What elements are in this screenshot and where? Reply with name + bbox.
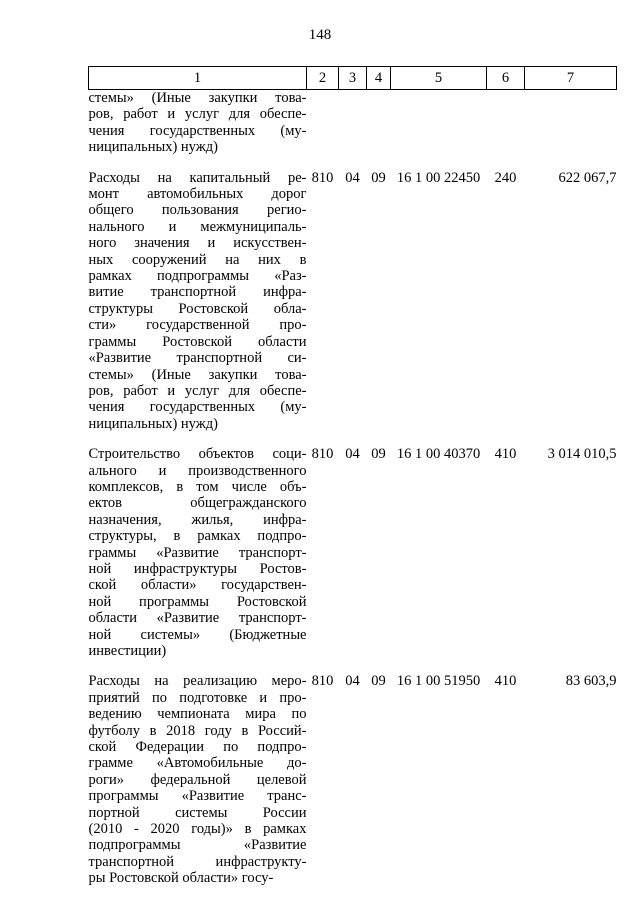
description-line: сти» государственной про- bbox=[88, 317, 307, 334]
description-line: ального и производственного bbox=[88, 462, 307, 479]
row-spacer bbox=[89, 432, 617, 446]
description-line: футболу в 2018 году в Россий- bbox=[88, 722, 307, 739]
description-line: «Развитие транспортной си- bbox=[88, 350, 307, 367]
target-article-code bbox=[391, 90, 487, 156]
description-line: общего пользования регио- bbox=[88, 202, 307, 219]
description-line: ной программы Ростовской bbox=[88, 593, 307, 610]
row-spacer bbox=[89, 156, 617, 170]
description-line: ниципальных) нужд) bbox=[88, 139, 218, 156]
column-header-4: 4 bbox=[367, 67, 391, 90]
description-line: чения государственных (му- bbox=[88, 122, 307, 139]
amount: 83 603,9 bbox=[565, 673, 617, 690]
description-line: ской Федерации по подпро- bbox=[88, 739, 307, 756]
description-line: Строительство объектов соци- bbox=[88, 446, 307, 463]
table-row bbox=[89, 90, 617, 156]
description-line: инвестиции) bbox=[88, 643, 167, 659]
target-article-code: 16 1 00 22450 bbox=[396, 169, 481, 186]
description-line: ных сооружений на них в bbox=[88, 251, 307, 268]
description-line: ры Ростовской области» госу- bbox=[88, 870, 274, 887]
description-line: ной инфраструктуры Ростов- bbox=[88, 560, 307, 577]
description-line: структуры, в рамках подпро- bbox=[88, 528, 307, 545]
row-description bbox=[89, 673, 307, 886]
description-line: граммы «Развитие транспорт- bbox=[88, 544, 307, 561]
subsection-code: 09 bbox=[371, 446, 386, 463]
description-line: чения государственных (му- bbox=[88, 399, 307, 416]
ministry-code: 810 bbox=[311, 446, 334, 463]
description-line: назначения, жилья, инфра- bbox=[88, 511, 307, 528]
row-description bbox=[89, 446, 307, 659]
description-line: приятий по подготовке и про- bbox=[88, 689, 307, 706]
description-line: подпрограммы «Развитие bbox=[88, 837, 307, 854]
column-header-1: 1 bbox=[89, 67, 307, 90]
target-article-code: 16 1 00 40370 bbox=[396, 446, 481, 463]
description-line: ного значения и искусствен- bbox=[88, 235, 307, 252]
description-line: Расходы на реализацию меро- bbox=[88, 673, 307, 690]
description-line: области «Развитие транспорт- bbox=[88, 610, 307, 627]
description-line: стемы» (Иные закупки това- bbox=[88, 90, 307, 106]
amount: 622 067,7 bbox=[558, 169, 617, 186]
description-line: витие транспортной инфра- bbox=[88, 284, 307, 301]
description-line: ской области» государствен- bbox=[88, 577, 307, 594]
column-header-2: 2 bbox=[307, 67, 339, 90]
expense-type-code: 410 bbox=[494, 673, 517, 690]
description-line: ведению чемпионата мира по bbox=[88, 706, 307, 723]
table-row bbox=[89, 170, 617, 433]
section-code: 04 bbox=[345, 169, 360, 186]
section-code: 04 bbox=[345, 673, 360, 690]
amount: 3 014 010,5 bbox=[547, 446, 617, 463]
description-line: нального и межмуниципаль- bbox=[88, 218, 307, 235]
description-line: монт автомобильных дорог bbox=[88, 186, 307, 203]
description-line: программы «Развитие транс- bbox=[88, 788, 307, 805]
description-line: роги» федеральной целевой bbox=[88, 771, 307, 788]
description-line: ниципальных) нужд) bbox=[88, 415, 218, 432]
ministry-code bbox=[307, 90, 339, 156]
column-header-6: 6 bbox=[487, 67, 525, 90]
description-line: граммы Ростовской области bbox=[88, 333, 307, 350]
subsection-code: 09 bbox=[371, 169, 386, 186]
column-header-7: 7 bbox=[525, 67, 617, 90]
description-line: ной системы» (Бюджетные bbox=[88, 626, 307, 643]
expense-type-code bbox=[487, 90, 525, 156]
row-description bbox=[89, 170, 307, 433]
column-header-3: 3 bbox=[339, 67, 367, 90]
description-line: Расходы на капитальный ре- bbox=[88, 169, 307, 186]
description-line: ров, работ и услуг для обеспе- bbox=[88, 106, 307, 123]
description-line: стемы» (Иные закупки това- bbox=[88, 366, 307, 383]
description-line: ектов общегражданского bbox=[88, 495, 307, 512]
page-number: 148 bbox=[308, 27, 332, 43]
description-line: портной системы России bbox=[88, 804, 307, 821]
description-line: транспортной инфраструкту- bbox=[88, 853, 307, 870]
description-line: структуры Ростовской обла- bbox=[88, 300, 307, 317]
description-line: (2010 - 2020 годы)» в рамках bbox=[88, 821, 307, 838]
description-line: комплексов, в том числе объ- bbox=[88, 478, 307, 495]
row-spacer bbox=[89, 659, 617, 673]
section-code bbox=[339, 90, 367, 156]
column-header-5: 5 bbox=[391, 67, 487, 90]
table-row bbox=[89, 446, 617, 659]
target-article-code: 16 1 00 51950 bbox=[396, 673, 481, 690]
section-code: 04 bbox=[345, 446, 360, 463]
table-body bbox=[89, 90, 617, 887]
header-row bbox=[89, 67, 617, 90]
description-line: ров, работ и услуг для обеспе- bbox=[88, 382, 307, 399]
expense-type-code: 410 bbox=[494, 446, 517, 463]
subsection-code bbox=[367, 90, 391, 156]
expense-type-code: 240 bbox=[494, 169, 517, 186]
subsection-code: 09 bbox=[371, 673, 386, 690]
row-description bbox=[89, 90, 307, 156]
table-row bbox=[89, 673, 617, 886]
description-line: рамках подпрограммы «Раз- bbox=[88, 268, 307, 285]
description-line: грамме «Автомобильные до- bbox=[88, 755, 307, 772]
ministry-code: 810 bbox=[311, 673, 334, 690]
budget-table bbox=[88, 66, 617, 887]
amount bbox=[525, 90, 617, 156]
ministry-code: 810 bbox=[311, 169, 334, 186]
